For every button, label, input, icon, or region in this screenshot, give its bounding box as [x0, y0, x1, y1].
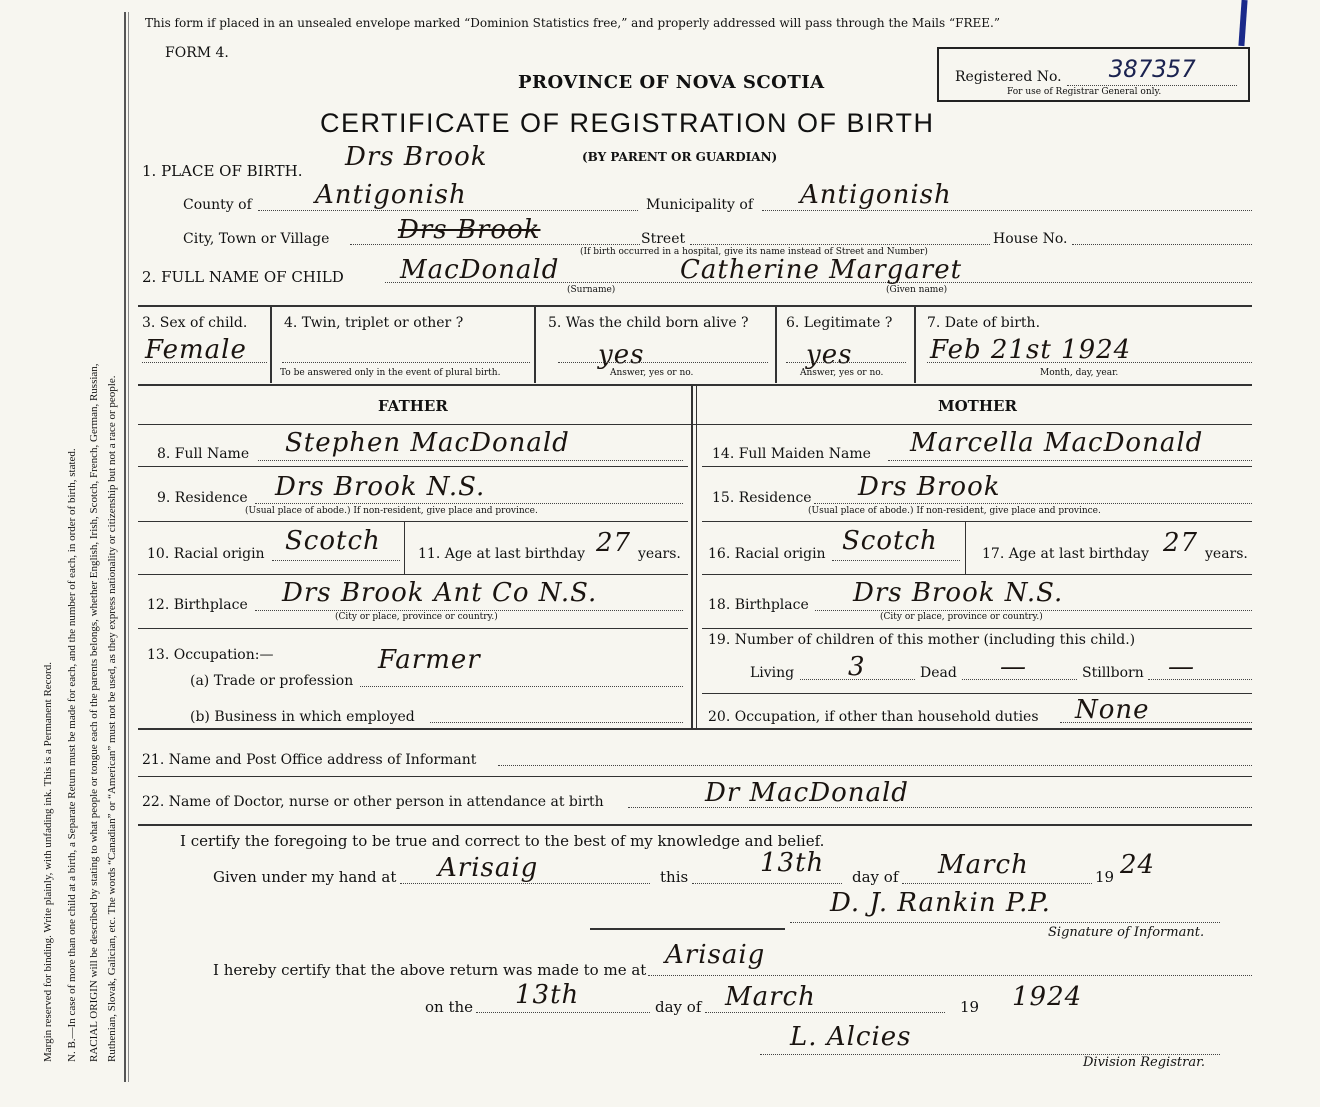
house-no-label: House No.	[993, 231, 1068, 247]
father-div-4	[138, 628, 688, 629]
given-place-line	[400, 883, 650, 884]
mother-residence-label: 15. Residence	[712, 490, 812, 506]
mail-note: This form if placed in an unsealed envelope marked “Dominion Statistics free,” and properly addressed will pass through the Mails “FREE.”	[145, 16, 1000, 30]
father-residence-line	[255, 503, 683, 504]
mother-racial-label: 16. Racial origin	[708, 546, 826, 562]
father-col-div	[404, 522, 405, 574]
center-divider	[691, 384, 693, 728]
dead-value: —	[1000, 652, 1027, 682]
father-residence-note: (Usual place of abode.) If non-resident, give place and province.	[245, 506, 538, 516]
stillborn-value: —	[1168, 652, 1195, 682]
twin-line	[282, 362, 530, 363]
registrar-signature-caption: Division Registrar.	[1083, 1055, 1205, 1070]
mother-racial-line	[832, 560, 960, 561]
registered-label: Registered No.	[955, 69, 1062, 85]
form-number: FORM 4.	[165, 45, 229, 61]
place-of-birth-label: 1. PLACE OF BIRTH.	[142, 162, 303, 180]
sex-label: 3. Sex of child.	[142, 315, 248, 331]
father-occupation: Farmer	[378, 645, 481, 675]
father-birthplace-note: (City or place, province or country.)	[335, 612, 498, 622]
city-label: City, Town or Village	[183, 231, 330, 247]
alive-note: Answer, yes or no.	[610, 368, 694, 378]
registrar-place: Arisaig	[665, 940, 766, 970]
mother-occupation: None	[1075, 695, 1150, 725]
mother-div-2	[702, 521, 1252, 522]
given-day-of-label: day of	[852, 868, 899, 886]
given-year: 24	[1120, 850, 1156, 880]
child-surname: MacDonald	[400, 255, 560, 285]
father-occupation-label: 13. Occupation:—	[147, 647, 274, 663]
registrar-text: I hereby certify that the above return was made to me at	[213, 961, 647, 979]
father-residence: Drs Brook N.S.	[275, 472, 486, 502]
child-given-name: Catherine Margaret	[680, 255, 963, 285]
municipality-label: Municipality of	[646, 197, 754, 213]
birth-date-value: Feb 21st 1924	[930, 335, 1132, 365]
mother-birthplace-label: 18. Birthplace	[708, 597, 809, 613]
mother-residence: Drs Brook	[858, 472, 1001, 502]
divider-2	[138, 384, 1252, 386]
margin-line-inner	[128, 12, 129, 1082]
informant-label: 21. Name and Post Office address of Informant	[142, 752, 477, 768]
county-label: County of	[183, 197, 252, 213]
father-name: Stephen MacDonald	[285, 428, 570, 458]
trade-label: (a) Trade or profession	[190, 673, 354, 689]
father-birthplace-label: 12. Birthplace	[147, 597, 248, 613]
registrar-note: For use of Registrar General only.	[1007, 87, 1162, 97]
mother-age: 27	[1163, 528, 1199, 558]
divider-3	[138, 424, 1252, 425]
informant-signature-line	[790, 922, 1220, 923]
father-racial-line	[272, 560, 400, 561]
subtitle: (BY PARENT OR GUARDIAN)	[582, 150, 778, 164]
registrar-year: 1924	[1012, 982, 1083, 1012]
mother-heading: MOTHER	[938, 397, 1017, 415]
municipality-value: Antigonish	[800, 180, 952, 210]
doctor-value: Dr MacDonald	[705, 778, 909, 808]
separator-line	[590, 928, 785, 930]
on-the-label: on the	[425, 998, 474, 1016]
alive-value: yes	[598, 340, 645, 370]
city-value: Drs Brook	[398, 215, 541, 245]
given-day: 13th	[760, 848, 825, 878]
stillborn-label: Stillborn	[1082, 665, 1144, 681]
father-div-1	[138, 466, 688, 467]
mother-col-div	[965, 522, 966, 574]
street-label: Street	[641, 231, 686, 247]
registrar-day: 13th	[515, 980, 580, 1010]
business-line	[430, 722, 683, 723]
father-birthplace-line	[255, 610, 683, 611]
given-month: March	[938, 850, 1029, 880]
street-line	[690, 244, 990, 245]
children-label: 19. Number of children of this mother (including this child.)	[708, 632, 1136, 648]
trade-line	[360, 686, 683, 687]
living-label: Living	[750, 665, 795, 681]
father-age: 27	[596, 528, 632, 558]
col-div-1	[270, 305, 272, 383]
hospital-note: (If birth occurred in a hospital, give its name instead of Street and Number)	[580, 247, 928, 257]
col-div-4	[914, 305, 916, 383]
registered-box	[937, 47, 1250, 102]
mother-div-5	[702, 693, 1252, 694]
mother-occupation-label: 20. Occupation, if other than household duties	[708, 709, 1039, 725]
margin-line	[124, 12, 126, 1082]
registrar-day-of-label: day of	[655, 998, 702, 1016]
mother-birthplace-line	[815, 610, 1252, 611]
municipality-line	[762, 210, 1252, 211]
province-heading: PROVINCE OF NOVA SCOTIA	[518, 72, 825, 93]
legitimate-note: Answer, yes or no.	[800, 368, 884, 378]
given-place: Arisaig	[438, 853, 539, 883]
father-name-label: 8. Full Name	[157, 446, 250, 462]
mother-residence-note: (Usual place of abode.) If non-resident, give place and province.	[808, 506, 1101, 516]
house-no-line	[1072, 244, 1252, 245]
given-year-prefix: 19	[1095, 868, 1115, 886]
given-day-line	[692, 883, 842, 884]
sex-value: Female	[145, 335, 247, 365]
informant-line	[498, 765, 1252, 766]
child-name-label: 2. FULL NAME OF CHILD	[142, 268, 344, 286]
father-residence-label: 9. Residence	[157, 490, 248, 506]
registrar-place-line	[648, 975, 1252, 976]
father-birthplace: Drs Brook Ant Co N.S.	[282, 578, 598, 608]
place-of-birth-value: Drs Brook	[345, 142, 488, 172]
birth-date-label: 7. Date of birth.	[927, 315, 1041, 331]
business-label: (b) Business in which employed	[190, 709, 415, 725]
county-line	[258, 210, 638, 211]
sex-line	[142, 362, 267, 363]
registered-line	[1067, 85, 1237, 86]
this-label: this	[660, 868, 689, 886]
legitimate-value: yes	[806, 340, 853, 370]
father-years: years.	[638, 546, 681, 562]
divider-1	[138, 305, 1252, 307]
mother-name: Marcella MacDonald	[910, 428, 1204, 458]
registrar-year-prefix: 19	[960, 998, 980, 1016]
registrar-month-line	[705, 1012, 945, 1013]
divider-4	[138, 728, 1252, 730]
informant-signature-caption: Signature of Informant.	[1048, 925, 1205, 940]
mother-residence-line	[814, 503, 1252, 504]
certify-text: I certify the foregoing to be true and correct to the best of my knowledge and belief.	[180, 832, 825, 850]
registrar-day-line	[476, 1012, 650, 1013]
doctor-label: 22. Name of Doctor, nurse or other person in attendance at birth	[142, 794, 604, 810]
mother-div-3	[702, 574, 1252, 575]
father-heading: FATHER	[378, 397, 448, 415]
ink-mark	[1238, 0, 1247, 46]
father-div-2	[138, 521, 688, 522]
given-name-caption: (Given name)	[886, 285, 948, 295]
given-month-line	[902, 883, 1092, 884]
mother-div-4	[702, 628, 1252, 629]
mother-name-label: 14. Full Maiden Name	[712, 446, 871, 462]
registrar-signature: L. Alcies	[790, 1022, 912, 1052]
father-div-3	[138, 574, 688, 575]
mother-racial: Scotch	[842, 526, 938, 556]
father-racial-label: 10. Racial origin	[147, 546, 265, 562]
father-age-label: 11. Age at last birthday	[418, 546, 586, 562]
stillborn-line	[1148, 679, 1252, 680]
surname-caption: (Surname)	[567, 285, 616, 295]
dead-label: Dead	[920, 665, 957, 681]
mother-birthplace: Drs Brook N.S.	[853, 578, 1064, 608]
registered-number: 387357	[1109, 55, 1196, 83]
twin-note: To be answered only in the event of plural birth.	[280, 368, 501, 378]
divider-6	[138, 824, 1252, 826]
mother-div-1	[702, 466, 1252, 467]
birth-date-line	[927, 362, 1252, 363]
county-value: Antigonish	[315, 180, 467, 210]
page-title: CERTIFICATE OF REGISTRATION OF BIRTH	[320, 108, 935, 138]
divider-5	[138, 776, 1252, 777]
legitimate-label: 6. Legitimate ?	[786, 315, 893, 331]
birth-date-note: Month, day, year.	[1040, 368, 1119, 378]
mother-years: years.	[1205, 546, 1248, 562]
given-under-label: Given under my hand at	[213, 868, 397, 886]
center-divider-2	[696, 384, 697, 728]
alive-line	[558, 362, 768, 363]
legitimate-line	[786, 362, 906, 363]
registrar-month: March	[725, 982, 816, 1012]
twin-label: 4. Twin, triplet or other ?	[284, 315, 464, 331]
informant-signature: D. J. Rankin P.P.	[830, 888, 1051, 918]
mother-name-line	[888, 460, 1252, 461]
col-div-3	[775, 305, 777, 383]
living-value: 3	[848, 652, 866, 682]
alive-label: 5. Was the child born alive ?	[548, 315, 749, 331]
father-name-line	[258, 460, 683, 461]
mother-birthplace-note: (City or place, province or country.)	[880, 612, 1043, 622]
col-div-2	[534, 305, 536, 383]
father-racial: Scotch	[285, 526, 381, 556]
mother-age-label: 17. Age at last birthday	[982, 546, 1150, 562]
